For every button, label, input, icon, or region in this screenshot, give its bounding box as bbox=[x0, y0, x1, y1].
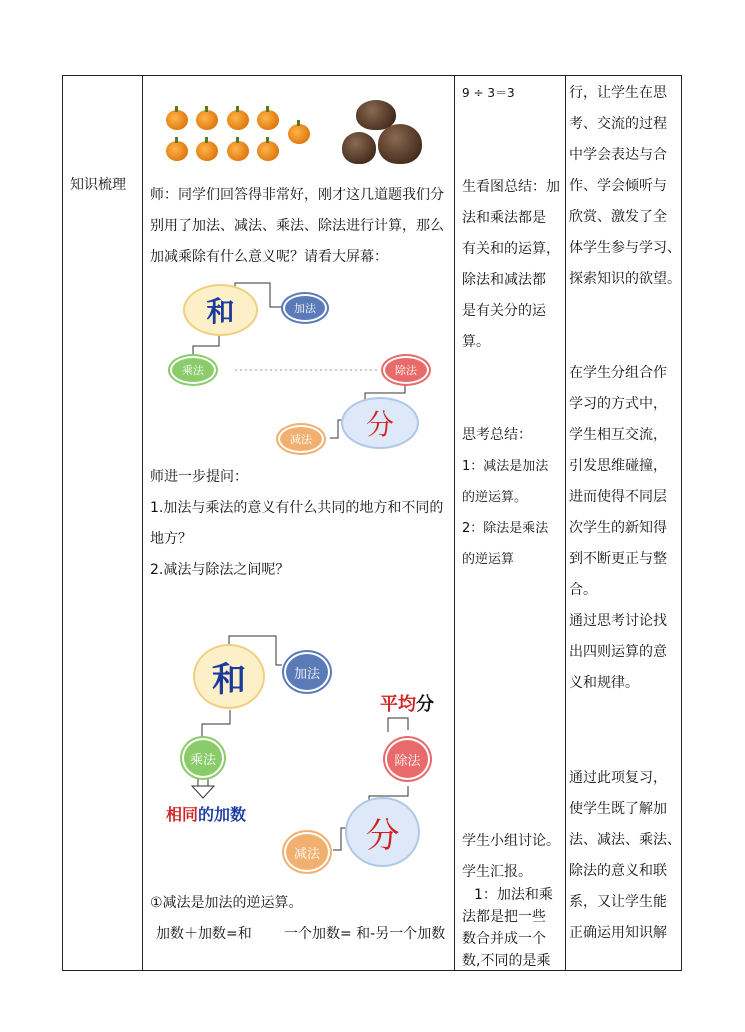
add-circle: 加法 bbox=[283, 294, 327, 322]
question-text: 师进一步提问： 1.加法与乘法的意义有什么共同的地方和不同的 地方？ 2.减法与除法之间呢？ bbox=[150, 469, 444, 578]
row-label: 知识梳理 bbox=[70, 177, 126, 193]
group-discussion: 学生小组讨论。 学生汇报。 bbox=[462, 833, 560, 880]
formula-right: 一个加数= 和-另一个加数 bbox=[284, 926, 446, 942]
formula-left: 加数＋加数=和 bbox=[156, 926, 252, 942]
purpose-block-3: 通过此项复习， 使学生既了解加 法、减法、乘法、 除法的意义和联 系，又让学生能 正确运用知识解 bbox=[569, 770, 681, 941]
fen-circle: 分 bbox=[341, 397, 419, 449]
sub-circle: 减法 bbox=[284, 832, 330, 872]
equation: 9 ÷ 3＝3 bbox=[462, 86, 515, 100]
he-circle: 和 bbox=[183, 284, 258, 336]
div-circle: 除法 bbox=[385, 738, 430, 780]
summary-text: 生看图总结：加 法和乘法都是 有关和的运算， 除法和减法都 是有关分的运 算。 bbox=[462, 179, 560, 350]
mul-circle: 乘法 bbox=[182, 738, 224, 778]
report-text: 1：加法和乘 法都是把一些 数合并成一个 数,不同的是乘 bbox=[462, 887, 553, 969]
same-addend-label: 相同的加数 bbox=[166, 805, 247, 824]
add-circle: 加法 bbox=[284, 652, 330, 692]
think-summary: 思考总结： 1：减法是加法 的逆运算。 2：除法是乘法 的逆运算 bbox=[462, 427, 549, 567]
he-circle: 和 bbox=[193, 644, 265, 709]
purpose-block-1: 行，让学生在思 考、交流的过程 中学会表达与合 作、学会倾听与 欣赏、激发了全 体学生参与学习、 探索知识的欲望。 bbox=[569, 85, 681, 287]
fen-circle: 分 bbox=[345, 797, 420, 867]
div-circle: 除法 bbox=[383, 356, 429, 384]
purpose-block-2: 在学生分组合作 学习的方式中， 学生相互交流， 引发思维碰撞， 进而使得不同层 次学生的新知得 到不断更正与整 合。 通过思考讨论找 出四则运算的意 义和规律。 bbox=[569, 365, 667, 691]
teacher-text: 师：同学们回答得非常好，刚才这几道题我们分 别用了加法、减法、乘法、除法进行计算，那么 加减乘除有什么意义呢？请看大屏幕： bbox=[150, 187, 444, 265]
mul-circle: 乘法 bbox=[170, 356, 216, 384]
inverse-note: ①减法是加法的逆运算。 bbox=[150, 895, 303, 911]
avg-fen-label: 平均分 bbox=[380, 694, 434, 715]
sub-circle: 减法 bbox=[278, 425, 324, 453]
